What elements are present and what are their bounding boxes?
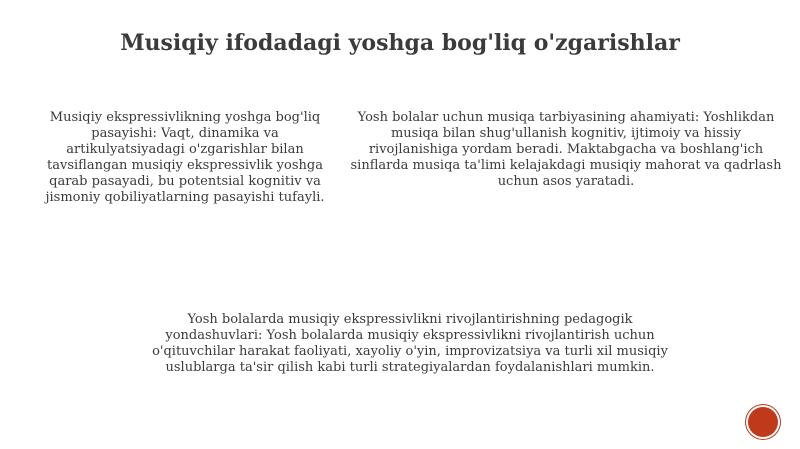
slide-title: Musiqiy ifodadagi yoshga bog'liq o'zgarishlar xyxy=(120,30,680,56)
text-block-left: Musiqiy ekspressivlikning yoshga bog'liq pasayishi: Vaqt, dinamika va artikulyatsiyadagi o'zgarishlar bilan tavsiflangan musiqiy ekspressivlik yoshga qarab pasayadi, bu potentsial kognitiv va jismoniy qobiliyatlarning pasayishi tufayli. xyxy=(45,110,325,205)
red-circle-nav-icon[interactable] xyxy=(748,407,778,437)
text-block-right: Yosh bolalar uchun musiqa tarbiyasining ahamiyati: Yoshlikdan musiqa bilan shug'ullanish kognitiv, ijtimoiy va hissiy rivojlanishiga yordam beradi. Maktabgacha va boshlang'ich sinflarda musiqa ta'limi kelajakdagi musiqiy mahorat va qadrlash uchun asos yaratadi. xyxy=(350,110,782,189)
text-block-bottom: Yosh bolalarda musiqiy ekspressivlikni rivojlantirishning pedagogik yondashuvlari: Yosh bolalarda musiqiy ekspressivlikni rivojlantirish uchun o'qituvchilar harakat faoliyati, xayoliy o'yin, improvizatsiya va turli xil musiqiy uslublarga ta'sir qilish kabi turli strategiyalardan foydalanishlari mumkin. xyxy=(152,312,668,375)
